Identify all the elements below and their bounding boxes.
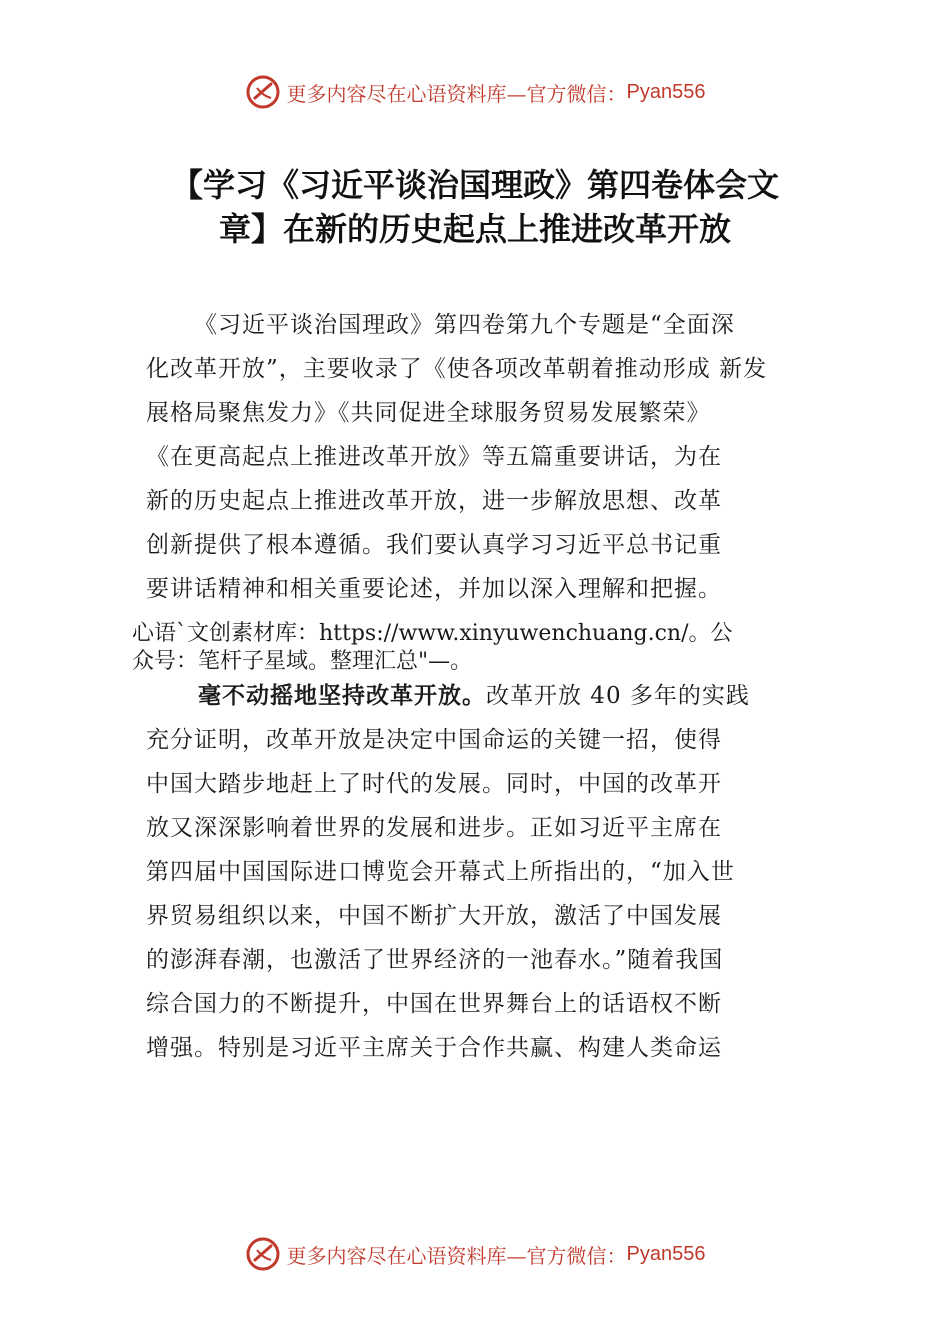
paragraph-2 [146,674,832,1070]
paragraph-line: 综合国力的不断提升，中国在世界舞台上的话语权不断 [146,991,722,1017]
title-line: 【学习《习近平谈治国理政》第四卷体会文 [170,166,779,204]
logo-icon [245,74,281,110]
banner-wechat-id: Pyan556 [626,80,706,103]
source-note [132,620,832,676]
paragraph-line: 《在更高起点上推进改革开放》等五篇重要讲话，为在 [146,444,722,470]
paragraph-line: 充分证明，改革开放是决定中国命运的关键一招，使得 [146,727,722,753]
paragraph-line: 放又深深影响着世界的发展和进步。正如习近平主席在 [146,815,722,841]
paragraph-line: 要讲话精神和相关重要论述，并加以深入理解和把握。 [146,576,722,602]
header-banner [0,70,950,114]
paragraph-line: 的澎湃春潮，也激活了世界经济的一池春水。”随着我国 [146,947,724,973]
paragraph-line: 增强。特别是习近平主席关于合作共赢、构建人类命运 [146,1035,722,1061]
banner-text: 更多内容尽在心语资料库—官方微信： [286,1243,627,1268]
paragraph-line: 第四届中国国际进口博览会开幕式上所指出的，“加入世 [146,859,735,885]
paragraph-lead: 毫不动摇地坚持改革开放。 [198,683,486,709]
paragraph-1 [146,303,832,611]
footer-banner [0,1232,950,1276]
paragraph-line: 《习近平谈治国理政》第四卷第九个专题是“全面深 [194,312,735,338]
note-line: 众号：笔杆子星域。整理汇总"—。 [132,649,473,674]
banner-wechat-id: Pyan556 [626,1242,706,1265]
logo-icon [245,1236,281,1272]
title-line: 章】在新的历史起点上推进改革开放 [218,210,731,248]
document-title [120,160,830,248]
paragraph-first-line [146,674,832,718]
banner-text: 更多内容尽在心语资料库—官方微信： [286,81,627,106]
paragraph-line: 中国大踏步地赶上了时代的发展。同时，中国的改革开 [146,771,722,797]
paragraph-line: 新的历史起点上推进改革开放，进一步解放思想、改革 [146,488,722,514]
paragraph-line: 展格局聚焦发力》《共同促进全球服务贸易发展繁荣》 [146,400,711,426]
paragraph-first-rest: 改革开放 40 多年的实践 [486,683,750,709]
paragraph-line: 界贸易组织以来，中国不断扩大开放，激活了中国发展 [146,903,722,929]
paragraph-line: 化改革开放”，主要收录了《使各项改革朝着推动形成 新发 [146,356,768,382]
note-line: 心语`文创素材库：https://www.xinyuwenchuang.cn/。公 [132,621,733,646]
paragraph-line: 创新提供了根本遵循。我们要认真学习习近平总书记重 [146,532,722,558]
